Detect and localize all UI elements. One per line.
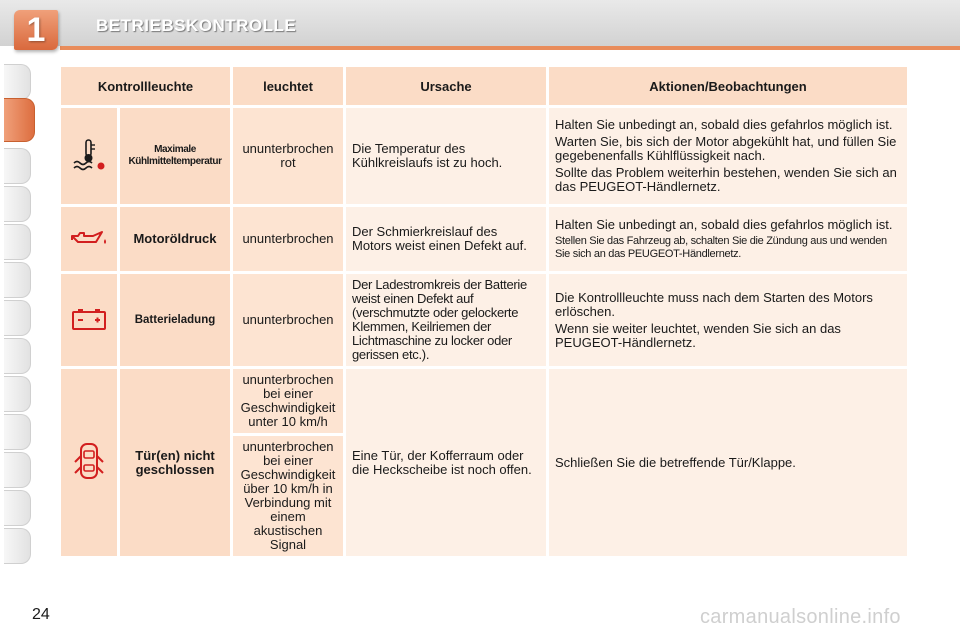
battery-icon <box>70 307 108 334</box>
chapter-tab[interactable] <box>4 490 31 526</box>
chapter-tab[interactable] <box>4 376 31 412</box>
column-header: Ursache <box>346 67 546 105</box>
column-header: Aktionen/Beobachtungen <box>549 67 907 105</box>
chapter-tab[interactable] <box>4 300 31 336</box>
action-text: Halten Sie unbedingt an, sobald dies gefahrlos möglich ist. <box>555 217 893 232</box>
watermark: carmanualsonline.info <box>700 606 901 628</box>
cause-text: Die Temperatur des Kühlkreislaufs ist zu hoch. <box>346 108 546 204</box>
actions-cell <box>549 207 907 271</box>
warning-light-icon-cell <box>61 369 117 556</box>
action-text: Warten Sie, bis sich der Motor abgekühlt hat, und füllen Sie gegebenenfalls Kühlflüssigkeit nach. <box>555 134 897 163</box>
table-row <box>61 207 907 271</box>
warning-lights-table <box>58 64 910 559</box>
warning-light-name: Motoröldruck <box>120 207 230 271</box>
page-title: BETRIEBSKONTROLLE <box>96 16 297 35</box>
action-text: Die Kontrollleuchte muss nach dem Starten des Motors erlöschen. <box>555 289 873 319</box>
chapter-tab[interactable] <box>4 414 31 450</box>
warning-light-name: Tür(en) nicht geschlossen <box>120 369 230 556</box>
cause-text: Eine Tür, der Kofferraum oder die Heckscheibe ist noch offen. <box>346 369 546 556</box>
actions-cell <box>549 108 907 204</box>
chapter-badge: 1 <box>14 10 58 50</box>
cause-text: Der Schmierkreislauf des Motors weist einen Defekt auf. <box>346 207 546 271</box>
light-state: ununterbrochen bei einer Geschwindigkeit über 10 km/h in Verbindung mit einem akustischen Signal <box>233 436 343 556</box>
action-text: Wenn sie weiter leuchtet, wenden Sie sich an das PEUGEOT-Händlernetz. <box>555 320 841 350</box>
page-number: 24 <box>32 606 50 623</box>
warning-light-icon-cell <box>61 108 117 204</box>
coolant-temperature-icon <box>71 139 107 174</box>
column-header: Kontrollleuchte <box>61 67 230 105</box>
chapter-tab[interactable] <box>4 148 31 184</box>
action-text: Schließen Sie die betreffende Tür/Klappe. <box>555 454 796 470</box>
oil-pressure-icon <box>69 227 109 252</box>
table-row <box>61 274 907 366</box>
chapter-tabs <box>0 64 38 576</box>
action-text: Stellen Sie das Fahrzeug ab, schalten Sie die Zündung aus und wenden Sie sich an das PEUGEOT-Händlernetz. <box>555 235 887 260</box>
light-state: ununterbrochen <box>233 274 343 366</box>
table-header-row <box>61 67 907 105</box>
chapter-tab-active[interactable] <box>4 98 35 142</box>
chapter-tab[interactable] <box>4 64 31 100</box>
header-accent-line <box>60 46 960 50</box>
chapter-tab[interactable] <box>4 528 31 564</box>
chapter-tab[interactable] <box>4 224 31 260</box>
chapter-tab[interactable] <box>4 262 31 298</box>
light-state: ununterbrochen <box>233 207 343 271</box>
warning-light-name: Maximale Kühlmitteltemperatur <box>120 108 230 204</box>
warning-light-icon-cell <box>61 274 117 366</box>
warning-light-icon-cell <box>61 207 117 271</box>
column-header: leuchtet <box>233 67 343 105</box>
actions-cell <box>549 369 907 556</box>
table-row <box>61 369 907 433</box>
chapter-tab[interactable] <box>4 186 31 222</box>
warning-light-name: Batterieladung <box>120 274 230 366</box>
table-row <box>61 108 907 204</box>
action-text: Halten Sie unbedingt an, sobald dies gefahrlos möglich ist. <box>555 117 893 132</box>
chapter-tab[interactable] <box>4 452 31 488</box>
cause-text: Der Ladestromkreis der Batterie weist einen Defekt auf (verschmutzte oder gelockerte Klemmen, Keilriemen der Lichtmaschine zu locker oder gerissen etc.). <box>346 274 546 366</box>
light-state: ununterbrochen bei einer Geschwindigkeit unter 10 km/h <box>233 369 343 433</box>
chapter-tab[interactable] <box>4 338 31 374</box>
actions-cell <box>549 274 907 366</box>
door-open-icon <box>72 441 106 484</box>
light-state: ununterbrochen rot <box>233 108 343 204</box>
action-text: Sollte das Problem weiterhin bestehen, wenden Sie sich an das PEUGEOT-Händlernetz. <box>555 165 897 194</box>
